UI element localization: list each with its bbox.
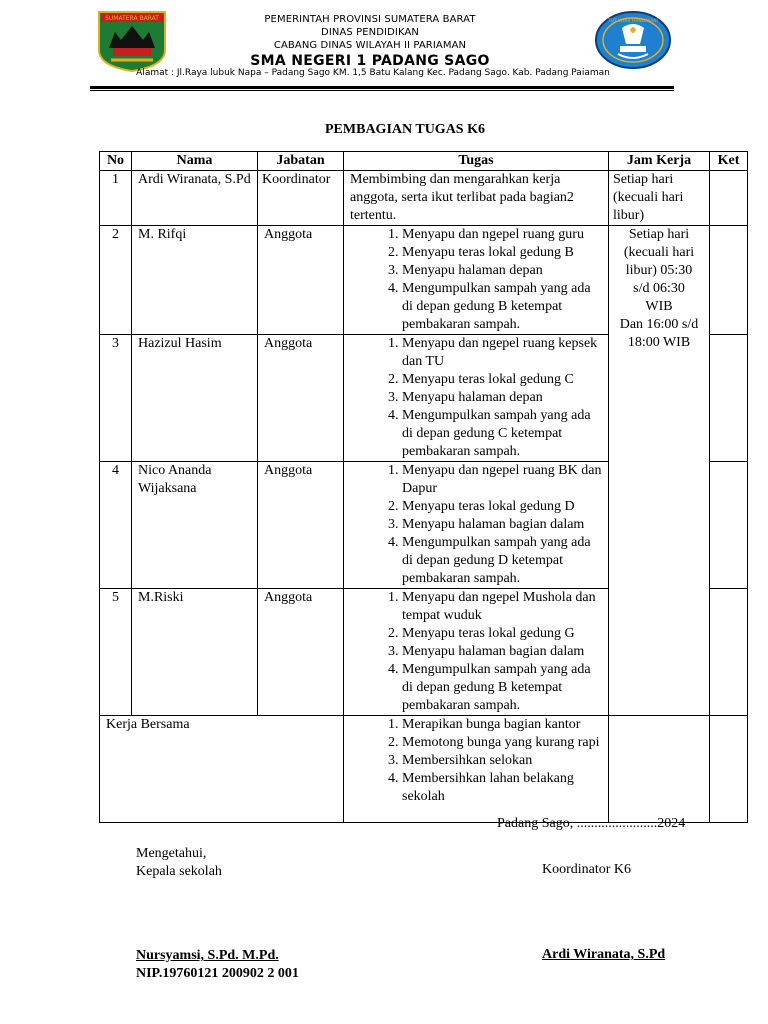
cell-nama: Ardi Wiranata, S.Pd (132, 171, 258, 226)
task-list (350, 589, 602, 715)
task-item: 2. Menyapu teras lokal gedung G (402, 625, 602, 643)
task-list (350, 716, 602, 806)
letterhead-text (170, 13, 570, 70)
kepala-sekolah-label: Kepala sekolah (136, 864, 222, 879)
jam-line: (kecuali hari (623, 245, 695, 260)
table-header-row (100, 152, 748, 171)
table-row (100, 171, 748, 226)
branch-line: CABANG DINAS WILAYAH II PARIAMAN (273, 40, 467, 51)
task-list (350, 335, 602, 461)
header-no: No (100, 152, 132, 171)
task-item: 3. Menyapu halaman depan (402, 389, 602, 407)
task-item: 3. Membersihkan selokan (402, 752, 602, 770)
header-nama: Nama (132, 152, 258, 171)
cell-no: 5 (100, 589, 132, 716)
cell-nama: Hazizul Hasim (132, 335, 258, 462)
signature-block-left (136, 845, 222, 881)
cell-jabatan: Anggota (258, 462, 344, 589)
cell-jabatan: Anggota (258, 226, 344, 335)
document-title: PEMBAGIAN TUGAS K6 (325, 122, 485, 137)
jam-line: s/d 06:30 (633, 281, 685, 296)
mengetahui-label: Mengetahui, (136, 846, 207, 861)
cell-jabatan: Anggota (258, 335, 344, 462)
cell-nama: Nico Ananda Wijaksana (132, 462, 258, 589)
task-item: 4. Mengumpulkan sampah yang ada di depan gedung C ketempat pembakaran sampah. (402, 407, 602, 461)
task-item: 1. Menyapu dan ngepel ruang BK dan Dapur (402, 462, 602, 498)
task-item: 3. Menyapu halaman depan (402, 262, 602, 280)
kepala-sekolah-name: Nursyamsi, S.Pd. M.Pd. (136, 948, 279, 963)
cell-jam-kerja: Setiap hari (kecuali hari libur) (609, 171, 710, 226)
cell-no: 2 (100, 226, 132, 335)
cell-tugas (344, 226, 609, 335)
task-item: 1. Menyapu dan ngepel Mushola dan tempat wuduk (402, 589, 602, 625)
jam-line: Dan 16:00 s/d (619, 317, 699, 332)
task-table (99, 151, 748, 823)
task-item: 2. Menyapu teras lokal gedung B (402, 244, 602, 262)
place-date: Padang Sago, .......................2024 (497, 816, 686, 831)
header-jabatan: Jabatan (258, 152, 344, 171)
letterhead-rule-thin (90, 90, 674, 91)
table-row-kerja-bersama (100, 716, 748, 823)
task-list (350, 226, 602, 334)
task-item: 4. Mengumpulkan sampah yang ada di depan gedung B ketempat pembakaran sampah. (402, 661, 602, 715)
cell-tugas (344, 589, 609, 716)
cell-ket (710, 589, 748, 716)
task-item: 1. Menyapu dan ngepel ruang kepsek dan TU (402, 335, 602, 371)
task-item: 1. Menyapu dan ngepel ruang guru (402, 226, 602, 244)
cell-ket (710, 226, 748, 335)
kepala-sekolah-nip: NIP.19760121 200902 2 001 (136, 966, 299, 981)
cell-ket (710, 171, 748, 226)
signature-name-left (136, 947, 299, 983)
cell-kerja-bersama-label: Kerja Bersama (100, 716, 344, 823)
task-item: 2. Memotong bunga yang kurang rapi (402, 734, 602, 752)
cell-jam-kerja-shared (609, 226, 710, 716)
department-line: DINAS PENDIDIKAN (321, 27, 419, 38)
cell-no: 4 (100, 462, 132, 589)
header-tugas: Tugas (344, 152, 609, 171)
school-address: Alamat : Jl.Raya lubuk Napa – Padang Sago KM. 1,5 Batu Kalang Kec. Padang Sago. Kab. Padang Paiaman (136, 68, 610, 78)
province-line: PEMERINTAH PROVINSI SUMATERA BARAT (264, 14, 476, 25)
jam-line: libur) 05:30 (625, 263, 693, 278)
header-jam-kerja: Jam Kerja (609, 152, 710, 171)
task-item: 4. Mengumpulkan sampah yang ada di depan gedung B ketempat pembakaran sampah. (402, 280, 602, 334)
task-list (350, 462, 602, 588)
cell-tugas (344, 462, 609, 589)
jam-line: 18:00 WIB (627, 335, 691, 350)
cell-no: 1 (100, 171, 132, 226)
task-item: 4. Membersihkan lahan belakang sekolah (402, 770, 602, 806)
crest-banner-text: SUMATERA BARAT (105, 15, 159, 22)
task-item: 3. Menyapu halaman bagian dalam (402, 643, 602, 661)
letterhead (0, 0, 768, 95)
cell-jabatan: Koordinator (258, 171, 344, 226)
cell-ket (710, 335, 748, 462)
cell-jabatan: Anggota (258, 589, 344, 716)
cell-tugas (344, 716, 609, 823)
cell-tugas: Membimbing dan mengarahkan kerja anggota, serta ikut terlibat pada bagian2 tertentu. (344, 171, 609, 226)
task-item: 2. Menyapu teras lokal gedung C (402, 371, 602, 389)
task-item: 1. Merapikan bunga bagian kantor (402, 716, 602, 734)
school-name: SMA NEGERI 1 PADANG SAGO (250, 53, 490, 69)
sumatera-barat-crest-logo (97, 10, 167, 72)
cell-nama: M. Rifqi (132, 226, 258, 335)
task-item: 3. Menyapu halaman bagian dalam (402, 516, 602, 534)
cell-tugas (344, 335, 609, 462)
jam-line: Setiap hari (628, 227, 690, 242)
koordinator-label: Koordinator K6 (542, 862, 632, 877)
tut-wuri-text: TUT WURI HANDAYANI (608, 19, 658, 24)
tut-wuri-handayani-logo (594, 10, 672, 70)
cell-no: 3 (100, 335, 132, 462)
cell-ket (710, 716, 748, 823)
letterhead-rule (90, 86, 674, 89)
cell-jam-kerja (609, 716, 710, 823)
jam-line: WIB (645, 299, 673, 314)
cell-ket (710, 462, 748, 589)
table-row (100, 226, 748, 335)
cell-nama: M.Riski (132, 589, 258, 716)
koordinator-name: Ardi Wiranata, S.Pd (542, 947, 666, 962)
task-item: 2. Menyapu teras lokal gedung D (402, 498, 602, 516)
header-ket: Ket (710, 152, 748, 171)
task-item: 4. Mengumpulkan sampah yang ada di depan gedung D ketempat pembakaran sampah. (402, 534, 602, 588)
